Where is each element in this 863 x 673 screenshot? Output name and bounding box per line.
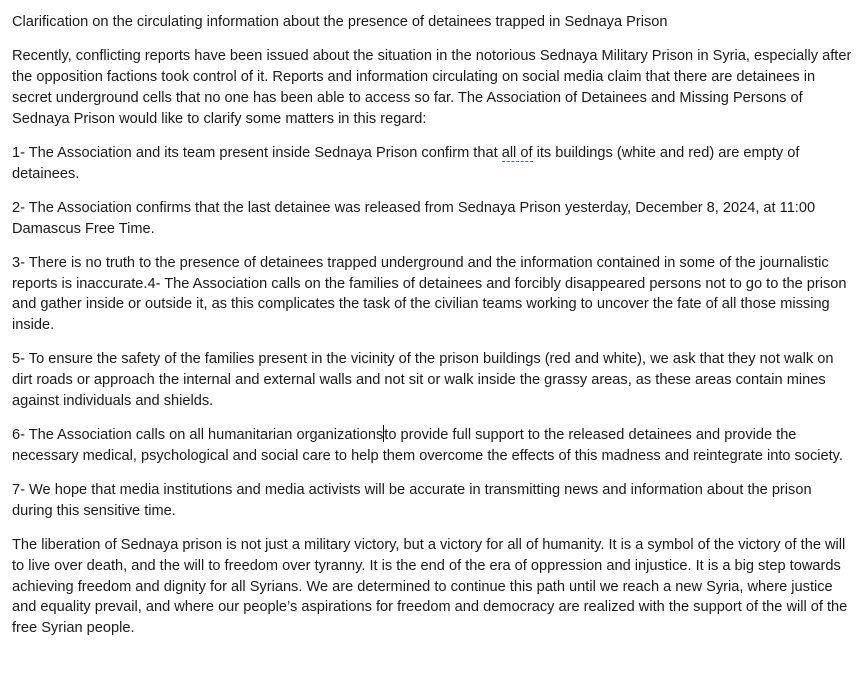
point-2-paragraph: 2- The Association confirms that the last detainee was released from Sednaya Prison yesterday, December 8, 2024, at 11:00 Damascus Free Time. <box>12 199 816 237</box>
point-1-text-start: 1- The Association and its team present inside Sednaya Prison confirm that <box>12 144 502 161</box>
document-title: Clarification on the circulating information about the presence of detainees trapped in Sednaya Prison <box>12 14 668 30</box>
intro-paragraph: Recently, conflicting reports have been issued about the situation in the notorious Sednaya Military Prison in Syria, especially after the opposition factions took control of it. Reports and information circulating on social media claim that there are detainees in secret underground cells that no one has been able to access so far. The Association of Detainees and Missing Persons of Sednaya Prison would like to clarify some matters in this regard: <box>12 48 852 127</box>
conclusion-paragraph: The liberation of Sednaya prison is not just a military victory, but a victory for all of humanity. It is a symbol of the victory of the will to live over death, and the will to freedom over tyranny. It is the end of the era of oppression and injustice. It is a big step towards achieving freedom and dignity for all Syrians. We are determined to continue this path until we reach a new Syria, where justice and equality prevail, and where our people’s aspirations for freedom and democracy are realized with the support of the will of the free Syrian people. <box>12 537 848 637</box>
document-body[interactable] <box>12 12 853 639</box>
point-1-text-end: its buildings (white and red) are empty of detainees. <box>12 144 800 182</box>
point-6-text-end: to provide full support to the released detainees and provide the necessary medical, psychological and social care to help them overcome the effects of this madness and reintegrate into society. <box>12 427 843 464</box>
proofing-marked-text[interactable]: all of <box>501 144 533 161</box>
point-1-paragraph <box>12 143 853 185</box>
point-6-text-start: 6- The Association calls on all humanitarian organizations <box>12 427 384 444</box>
point-7-paragraph: 7- We hope that media institutions and media activists will be accurate in transmitting news and information about the prison during this sensitive time. <box>12 482 812 519</box>
point-6-paragraph <box>12 425 853 467</box>
point-3-4-paragraph: 3- There is no truth to the presence of detainees trapped underground and the information contained in some of the journalistic reports is inaccurate.4- The Association calls on the families of detainees and forcibly disappeared persons not to go to the prison and gather inside or outside it, as this complicates the task of the civilian teams working to uncover the fate of all those missing inside. <box>12 254 847 334</box>
point-5-paragraph: 5- To ensure the safety of the families present in the vicinity of the prison buildings (red and white), we ask that they not walk on dirt roads or approach the internal and external walls and not sit or walk inside the grassy areas, as these areas contain mines against individuals and shields. <box>12 351 834 409</box>
